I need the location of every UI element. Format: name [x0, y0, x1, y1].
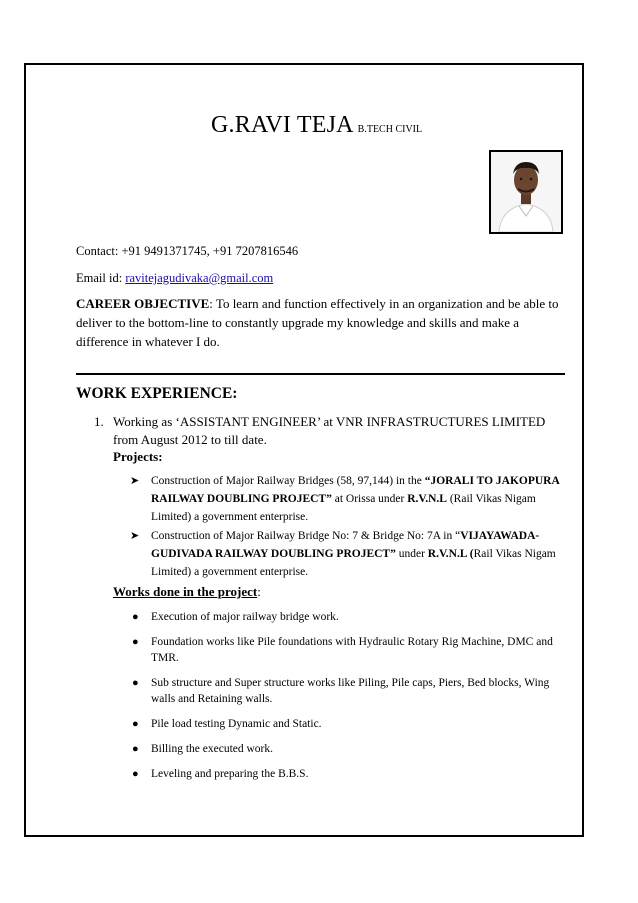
list-item [130, 716, 560, 732]
work-item-text: Pile load testing Dynamic and Static. [151, 718, 322, 730]
project-text [151, 527, 565, 581]
project-item [130, 527, 565, 581]
dot-bullet-icon: ● [132, 677, 139, 689]
project-client-desc: (Rail Vikas Nigam Limited) a government enterprise. [151, 493, 536, 523]
dot-bullet-icon: ● [132, 718, 139, 730]
list-item [130, 609, 560, 625]
job-entry [94, 413, 564, 449]
objective-text: : To learn and function effectively in an organization and be able to deliver to the bottom-line to constantly upgrade my knowledge and skills and make a difference in whatever I do. [76, 296, 559, 349]
work-item-text: Leveling and preparing the B.B.S. [151, 768, 309, 780]
contact-email-line [76, 271, 273, 286]
list-item [130, 741, 560, 757]
job-description: Working as ‘ASSISTANT ENGINEER’ at VNR INFRASTRUCTURES LIMITED from August 2012 to till date. [113, 414, 546, 447]
project-desc: Construction of Major Railway Bridges (58, 97,144) in the [151, 475, 425, 487]
project-item [130, 472, 565, 526]
project-text [151, 472, 565, 526]
job-number: 1. [94, 414, 104, 429]
dot-bullet-icon: ● [132, 636, 139, 648]
work-item-text: Sub structure and Super structure works like Piling, Pile caps, Piers, Bed blocks, Wing walls and Retaining walls. [151, 677, 550, 705]
project-location: under [395, 548, 428, 560]
profile-photo [489, 150, 563, 234]
candidate-name: G.RAVI TEJA [211, 112, 354, 138]
works-list [130, 609, 560, 791]
works-done-heading [113, 584, 261, 600]
objective-label: CAREER OBJECTIVE [76, 296, 210, 311]
works-done-colon: : [257, 584, 261, 599]
project-location: at Orissa under [331, 493, 408, 505]
dot-bullet-icon: ● [132, 611, 139, 623]
work-experience-heading: WORK EXPERIENCE: [76, 385, 238, 402]
arrow-bullet-icon: ➤ [130, 530, 140, 542]
project-desc: Construction of Major Railway Bridge No: 7 & Bridge No: 7A in “ [151, 530, 461, 542]
project-client: R.V.N.L [407, 493, 447, 505]
dot-bullet-icon: ● [132, 743, 139, 755]
candidate-degree: B.TECH CIVIL [357, 124, 423, 135]
projects-label: Projects: [113, 449, 163, 464]
project-client: R.V.N.L ( [427, 548, 474, 560]
arrow-bullet-icon: ➤ [130, 475, 140, 487]
project-client-desc: Rail Vikas Nigam Limited) a government enterprise. [151, 548, 556, 578]
work-item-text: Billing the executed work. [151, 743, 273, 755]
list-item [130, 675, 560, 707]
works-done-title: Works done in the project [113, 584, 258, 599]
section-divider [76, 373, 565, 375]
project-title: “JORALI TO JAKOPURA RAILWAY DOUBLING PROJECT” [151, 475, 560, 505]
project-title: VIJAYAWADA-GUDIVADA RAILWAY DOUBLING PROJECT” [151, 530, 540, 560]
contact-phones: Contact: +91 9491371745, +91 7207816546 [76, 244, 299, 258]
list-item [130, 634, 560, 666]
work-item-text: Execution of major railway bridge work. [151, 611, 339, 623]
person-photo-icon [491, 152, 561, 232]
work-item-text: Foundation works like Pile foundations with Hydraulic Rotary Rig Machine, DMC and TMR. [151, 636, 553, 664]
career-objective [76, 294, 564, 351]
dot-bullet-icon: ● [132, 768, 139, 780]
email-label: Email id: [76, 271, 126, 285]
list-item [130, 766, 560, 782]
email-link[interactable]: ravitejagudivaka@gmail.com [125, 271, 274, 285]
resume-header [211, 112, 422, 139]
